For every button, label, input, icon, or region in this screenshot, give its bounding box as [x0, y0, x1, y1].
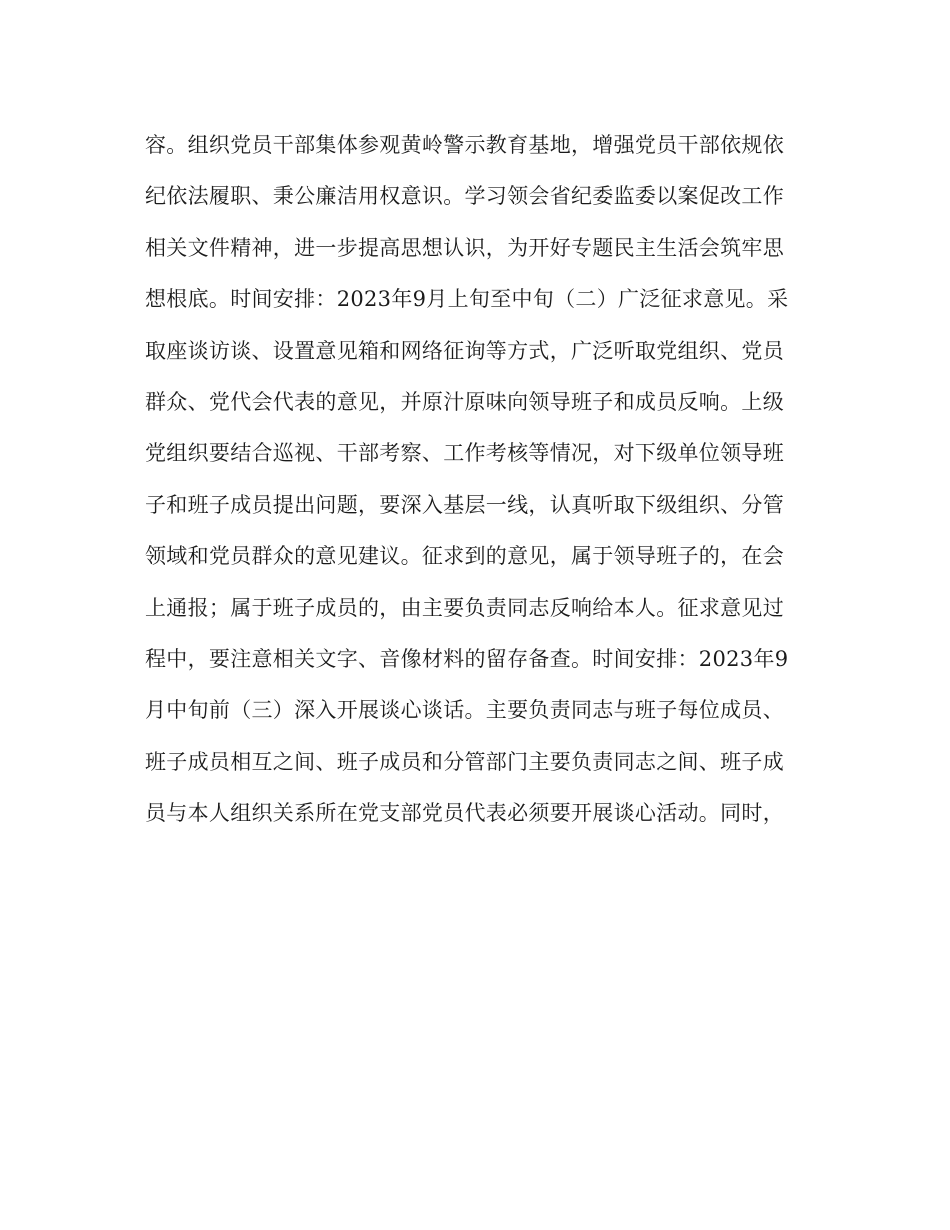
- text-line: 领域和党员群众的意见建议。征求到的意见，属于领导班子的，在会: [145, 544, 784, 569]
- body-text: [145, 120, 815, 839]
- text-line: 月中旬前（三）深入开展谈心谈话。主要负责同志与班子每位成员、: [145, 698, 784, 723]
- text-line: 想根底。时间安排：2023年9月上旬至中旬（二）广泛征求意见。采: [145, 287, 789, 312]
- text-line: 子和班子成员提出问题，要深入基层一线，认真听取下级组织、分管: [145, 492, 784, 517]
- text-line: 纪依法履职、秉公廉洁用权意识。学习领会省纪委监委以案促改工作: [145, 184, 784, 209]
- text-line: 班子成员相互之间、班子成员和分管部门主要负责同志之间、班子成: [145, 749, 784, 774]
- text-line: 上通报；属于班子成员的，由主要负责同志反响给本人。征求意见过: [145, 595, 784, 620]
- text-line: 员与本人组织关系所在党支部党员代表必须要开展谈心活动。同时，: [145, 801, 784, 826]
- text-line: 相关文件精神，进一步提高思想认识，为开好专题民主生活会筑牢思: [145, 235, 784, 260]
- text-line: 容。组织党员干部集体参观黄岭警示教育基地，增强党员干部依规依: [145, 133, 784, 157]
- text-line: 群众、党代会代表的意见，并原汁原味向领导班子和成员反响。上级: [145, 389, 784, 414]
- text-line: 党组织要结合巡视、干部考察、工作考核等情况，对下级单位领导班: [145, 441, 784, 466]
- text-line: 程中，要注意相关文字、音像材料的留存备查。时间安排：2023年9: [145, 646, 789, 671]
- text-line: 取座谈访谈、设置意见箱和网络征询等方式，广泛听取党组织、党员: [145, 338, 784, 363]
